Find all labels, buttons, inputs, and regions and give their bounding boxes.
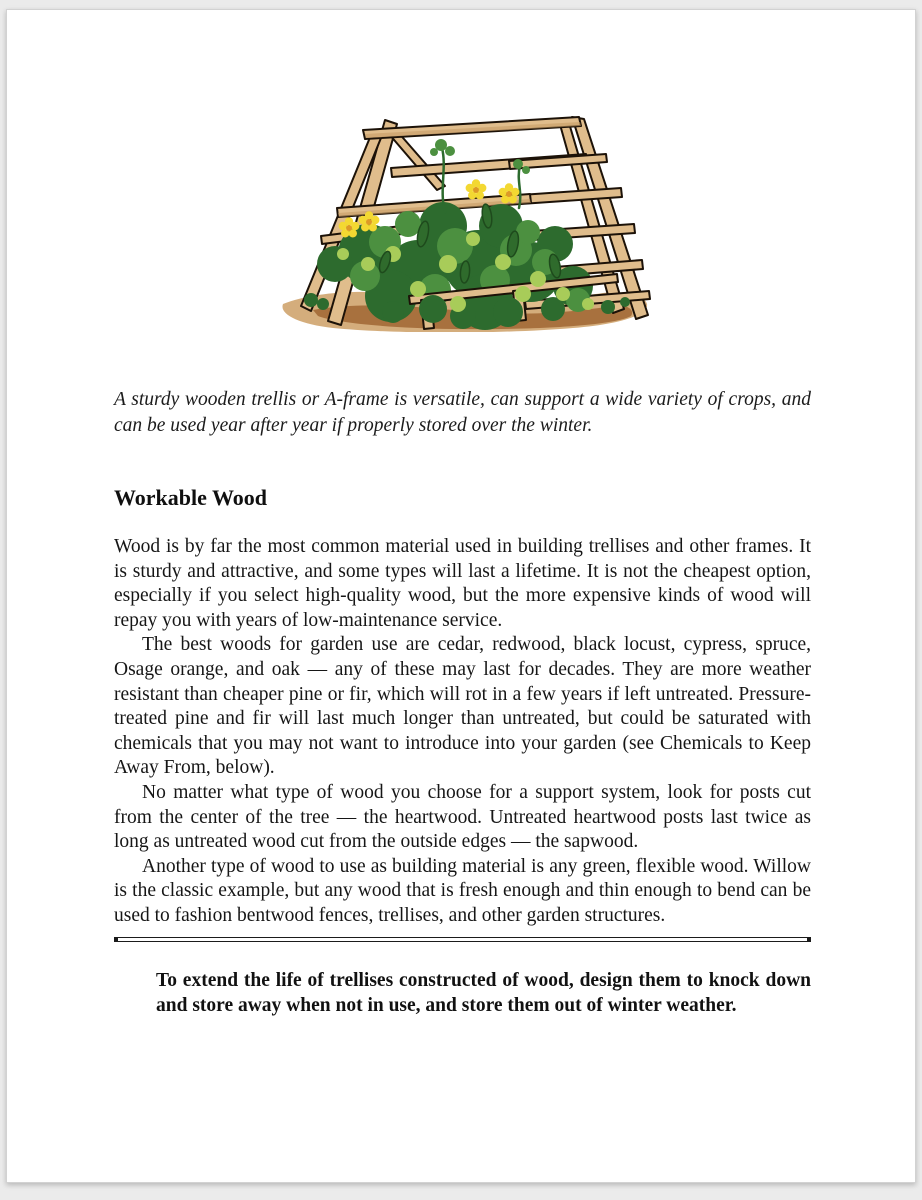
leaf-highlight [515, 286, 531, 302]
leaf-highlight [556, 287, 570, 301]
inner-diagonal-leg [389, 131, 445, 190]
leaf-cluster [395, 211, 421, 237]
leaf-highlight [495, 254, 511, 270]
leaf-cluster [516, 220, 540, 244]
body-paragraph: The best woods for garden use are cedar, redwood, black locust, cypress, spruce, Osage orange, and oak — any of these may last for decades. They are more weather resistant than cheaper pine or fir, which will rot in a few years if left untreated. Pressure-treated pine and fir will last much longer than untreated, but could be saturated with chemicals that you may not want to introduce into your garden (see Chemicals to Keep Away From, below). [114, 634, 811, 779]
leaf-highlight [439, 255, 457, 273]
flower-center [346, 225, 352, 231]
leaf-highlight [466, 232, 480, 246]
soil-tuft [620, 297, 630, 307]
leaf-highlight [361, 257, 375, 271]
leaf-highlight [582, 298, 594, 310]
leaf-highlight [450, 296, 466, 312]
sprig-leaf [430, 148, 438, 156]
leaf-cluster [382, 301, 404, 323]
flower-center [506, 191, 512, 197]
sprig-leaf [445, 146, 455, 156]
leaf-highlight [530, 271, 546, 287]
figure-caption: A sturdy wooden trellis or A-frame is versatile, can support a wide variety of crops, and can be used year after year if properly stored over the winter. [114, 389, 811, 436]
soil-tuft [317, 298, 329, 310]
vine-stem [442, 148, 445, 212]
soil-tuft [601, 300, 615, 314]
body-paragraph: No matter what type of wood you choose for a support system, look for posts cut from the center of the tree — the heartwood. Untreated heartwood posts last twice as long as untreated wood cut from the outside edges — the sapwood. [114, 781, 811, 853]
section-divider [114, 937, 811, 942]
body-paragraph: Wood is by far the most common material used in building trellises and other frames. It is sturdy and attractive, and some types will last a lifetime. It is not the cheapest option, especially if you select high-quality wood, but the more expensive kinds of wood will repay you with years of low-maintenance service. [114, 536, 811, 631]
section-heading: Workable Wood [114, 485, 268, 510]
sprig-leaf [513, 159, 523, 169]
leaf-highlight [410, 281, 426, 297]
flower-petal [511, 188, 519, 196]
flower-petal [371, 216, 379, 224]
flower-petal [478, 184, 486, 192]
sprig-leaf [522, 166, 530, 174]
flower-petal [498, 188, 506, 196]
soil-tuft [304, 293, 318, 307]
flower-petal [358, 216, 366, 224]
trellis-figure [273, 104, 653, 332]
flower-center [473, 187, 479, 193]
flower-petal [465, 184, 473, 192]
leaf-highlight [337, 248, 349, 260]
flower-petal [351, 222, 359, 230]
section-body [114, 535, 811, 929]
leaf-cluster [493, 297, 523, 327]
flower-center [366, 219, 372, 225]
tip-paragraph: To extend the life of trellises constructed of wood, design them to knock down and store away when not in use, and store them out of winter weather. [156, 969, 811, 1016]
body-paragraph: Another type of wood to use as building material is any green, flexible wood. Willow is the classic example, but any wood that is fresh enough and thin enough to bend can be used to fashion bentwood fences, trellises, and other garden structures. [114, 855, 811, 926]
vine-stem [518, 166, 520, 208]
leaf-cluster [419, 295, 447, 323]
flower-petal [338, 222, 346, 230]
document-page [6, 9, 916, 1183]
a-frame-trellis-illustration [273, 104, 653, 332]
